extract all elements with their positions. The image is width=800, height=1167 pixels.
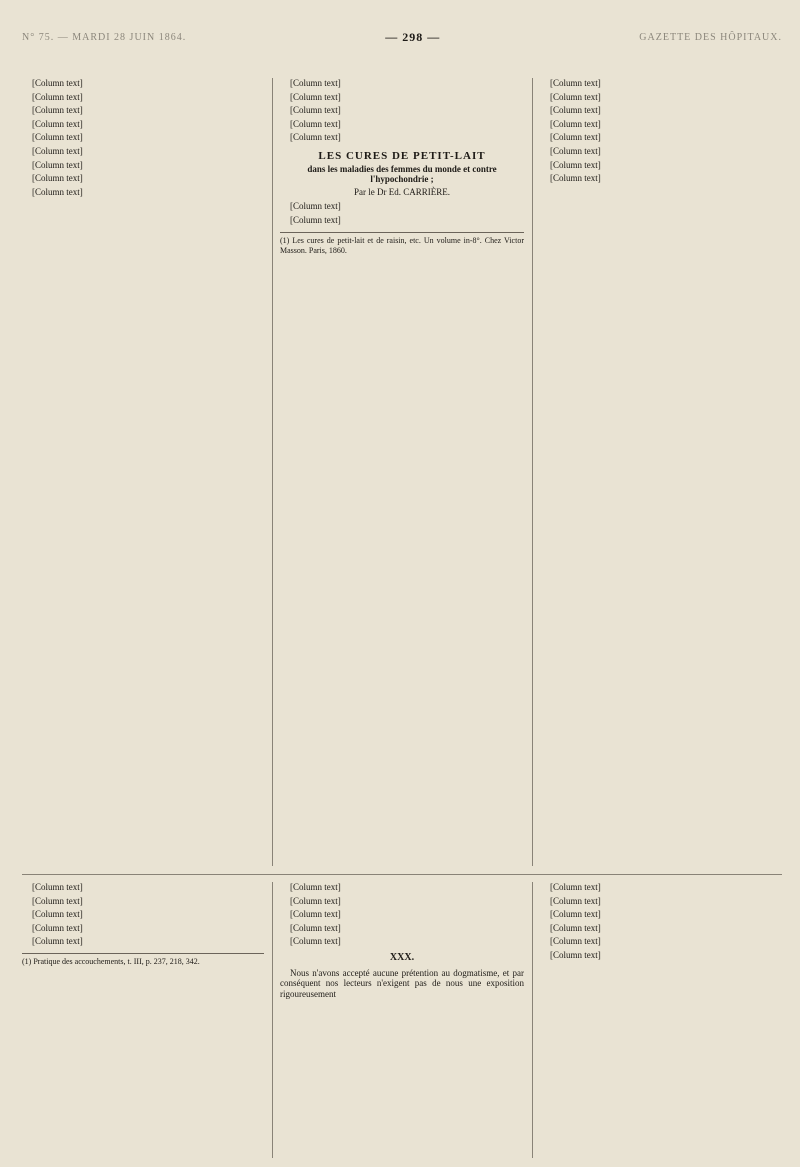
paragraph: [Column text]	[550, 895, 601, 906]
feuilleton-column-1	[22, 882, 264, 1158]
paragraph: [Column text]	[550, 118, 601, 129]
column-divider	[532, 78, 533, 866]
paragraph: [Column text]	[32, 159, 83, 170]
paragraph: [Column text]	[32, 118, 83, 129]
paragraph: [Column text]	[550, 145, 601, 156]
header-journal-title: GAZETTE DES HÔPITAUX.	[639, 31, 782, 43]
paragraph: [Column text]	[290, 105, 341, 116]
feuilleton-column-3	[540, 882, 782, 1158]
paragraph: [Column text]	[290, 132, 341, 143]
column-1	[22, 78, 264, 866]
paragraph: [Column text]	[550, 132, 601, 143]
paragraph: [Column text]	[32, 173, 83, 184]
paragraph: [Column text]	[550, 882, 601, 892]
paragraph: [Column text]	[32, 78, 83, 88]
paragraph: [Column text]	[550, 909, 601, 920]
section-subtitle: dans les maladies des femmes du monde et contre l'hypochondrie ;	[307, 163, 497, 185]
feuilleton-column-2	[280, 882, 524, 1158]
paragraph: [Column text]	[290, 91, 341, 102]
footnote: (1) Les cures de petit-lait et de raisin, etc. Un volume in-8°. Chez Victor Masson. Paris, 1860.	[280, 232, 524, 257]
paragraph: [Column text]	[290, 936, 341, 947]
paragraph: [Column text]	[550, 922, 601, 933]
paragraph: [Column text]	[32, 91, 83, 102]
section-number: XXX.	[389, 951, 415, 963]
paragraph: [Column text]	[290, 78, 341, 88]
paragraph: [Column text]	[32, 145, 83, 156]
column-divider	[272, 882, 273, 1158]
footnote: (1) Pratique des accouchements, t. III, p. 237, 218, 342.	[22, 953, 264, 968]
section-author: Par le Dr Ed. CARRIÈRE.	[354, 186, 450, 197]
header-issue-date: N° 75. — MARDI 28 JUIN 1864.	[22, 31, 187, 43]
paragraph: [Column text]	[550, 78, 601, 88]
paragraph: [Column text]	[550, 936, 601, 947]
page-header	[22, 6, 782, 68]
paragraph: [Column text]	[290, 909, 341, 920]
column-2	[280, 78, 524, 866]
column-divider	[532, 882, 533, 1158]
paragraph: [Column text]	[550, 91, 601, 102]
paragraph: [Column text]	[32, 132, 83, 143]
paragraph: [Column text]	[550, 105, 601, 116]
paragraph: [Column text]	[290, 882, 341, 892]
paragraph: [Column text]	[550, 173, 601, 184]
feuilleton-divider	[22, 874, 782, 875]
page-number: — 298 —	[385, 29, 441, 44]
paragraph: [Column text]	[290, 214, 341, 225]
paragraph: [Column text]	[290, 201, 341, 212]
paragraph: [Column text]	[290, 118, 341, 129]
paragraph: [Column text]	[32, 909, 83, 920]
paragraph: [Column text]	[32, 882, 83, 892]
paragraph: [Column text]	[32, 186, 83, 197]
paragraph: [Column text]	[32, 105, 83, 116]
column-divider	[272, 78, 273, 866]
paragraph: Nous n'avons accepté aucune prétention au dogmatisme, et par conséquent nos lecteurs n'exigent pas de nous une exposition rigoureusement	[280, 967, 524, 999]
column-3	[540, 78, 782, 866]
paragraph: [Column text]	[32, 895, 83, 906]
paragraph: [Column text]	[290, 895, 341, 906]
paragraph: [Column text]	[32, 922, 83, 933]
paragraph: [Column text]	[550, 159, 601, 170]
newspaper-page	[22, 6, 782, 1160]
paragraph: [Column text]	[290, 922, 341, 933]
paragraph: [Column text]	[550, 949, 601, 960]
section-title: LES CURES DE PETIT-LAIT	[318, 149, 486, 162]
paragraph: [Column text]	[32, 936, 83, 947]
